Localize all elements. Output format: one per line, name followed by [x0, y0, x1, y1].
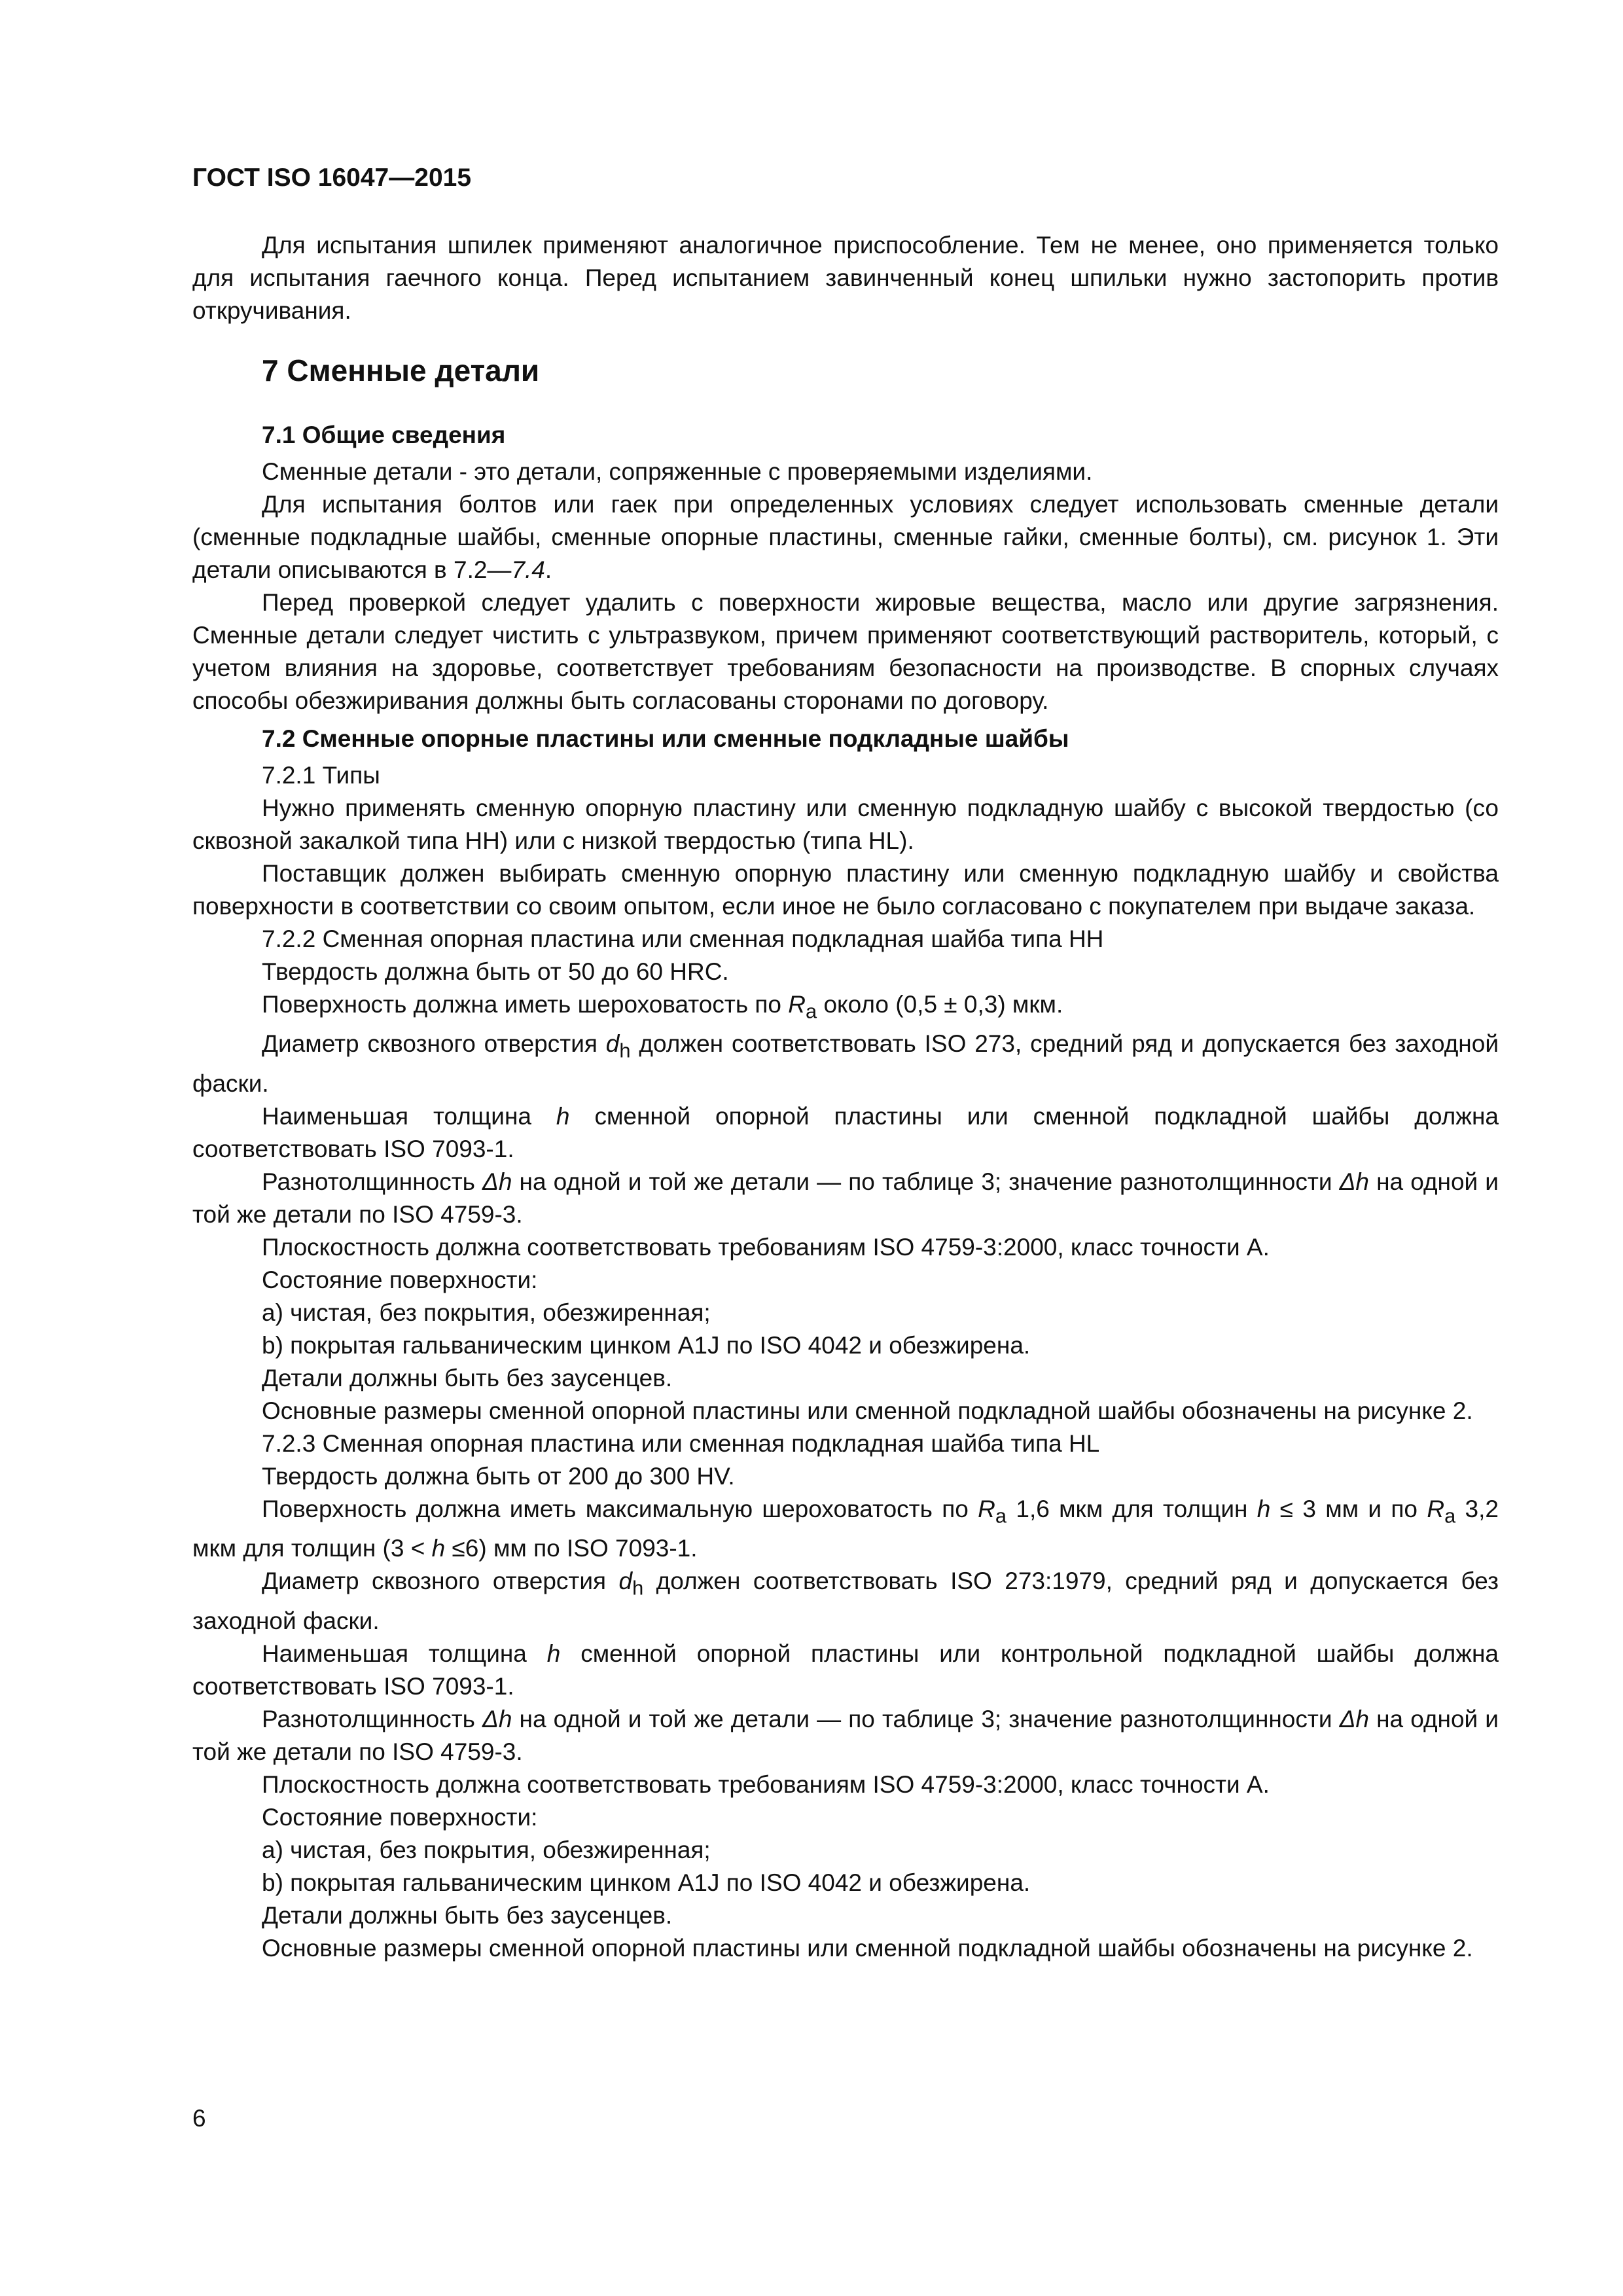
s71-paragraph-2: Для испытания болтов или гаек при определенных условиях следует использовать сменные детали (сменные подкладные шайбы, сменные опорные пластины, сменные гайки, сменные болты), см. рисунок 1. Эти детали описываются в 7.2—7.4.: [192, 491, 1499, 583]
s722-dimensions: Основные размеры сменной опорной пластины или сменной подкладной шайбы обозначены на рисунке 2.: [262, 1397, 1473, 1424]
s722-diameter: Диаметр сквозного отверстия $d_h$ должен соответствовать ISO 273, средний ряд и допускается без заходной фаски.: [192, 1030, 1499, 1097]
s723-roughness: Поверхность должна иметь максимальную шероховатость по $R_a$ 1,6 мкм для толщин h ≤ 3 мм и по $R_a$ 3,2 мкм для толщин (3 < h ≤6) мм по ISO 7093-1.: [192, 1495, 1499, 1562]
section-7-2-title: 7.2 Сменные опорные пластины или сменные подкладные шайбы: [262, 725, 1069, 752]
s722-surface: Состояние поверхности:: [262, 1266, 538, 1293]
s723-flatness: Плоскостность должна соответствовать требованиям ISO 4759-3:2000, класс точности A.: [262, 1770, 1270, 1798]
s723-hardness: Твердость должна быть от 200 до 300 HV.: [262, 1462, 735, 1490]
section-7-2-3-title: 7.2.3 Сменная опорная пластина или сменная подкладная шайба типа HL: [262, 1429, 1100, 1457]
s722-hardness: Твердость должна быть от 50 до 60 HRC.: [262, 958, 729, 985]
page-number: 6: [192, 2105, 206, 2132]
s723-surface-b: b) покрытая гальваническим цинком A1J по ISO 4042 и обезжирена.: [262, 1869, 1031, 1896]
s723-diameter: Диаметр сквозного отверстия $d_h$ должен соответствовать ISO 273:1979, средний ряд и допускается без заходной фаски.: [192, 1568, 1499, 1634]
s722-surface-a: a) чистая, без покрытия, обезжиренная;: [262, 1299, 711, 1326]
document-header-code: ГОСТ ISO 16047—2015: [192, 164, 472, 192]
intro-paragraph: Для испытания шпилек применяют аналогичное приспособление. Тем не менее, оно применяется только для испытания гаечного конца. Перед испытанием завинченный конец шпильки нужно застопорить против откручивания.: [192, 232, 1499, 324]
section-7-title: 7 Сменные детали: [262, 353, 540, 387]
s722-burr: Детали должны быть без заусенцев.: [262, 1364, 673, 1391]
page-content: [192, 229, 1499, 1965]
s71-paragraph-3: Перед проверкой следует удалить с поверхности жировые вещества, масло или другие загрязнения. Сменные детали следует чистить с ультразвуком, причем применяют соответствующий растворитель, который, с учетом влияния на здоровье, соответствует требованиям безопасности на производстве. В спорных случаях способы обезжиривания должны быть согласованы сторонами по договору.: [192, 589, 1499, 714]
s723-dimensions: Основные размеры сменной опорной пластины или сменной подкладной шайбы обозначены на рисунке 2.: [262, 1934, 1473, 1962]
s723-surface: Состояние поверхности:: [262, 1803, 538, 1831]
s723-surface-a: a) чистая, без покрытия, обезжиренная;: [262, 1836, 711, 1863]
s723-variation: Разнотолщинность Δh на одной и той же детали — по таблице 3; значение разнотолщинности Δh на одной и той же детали по ISO 4759-3.: [192, 1705, 1499, 1765]
s722-variation: Разнотолщинность Δh на одной и той же детали — по таблице 3; значение разнотолщинности Δh на одной и той же детали по ISO 4759-3.: [192, 1168, 1499, 1228]
section-7-2-2-title: 7.2.2 Сменная опорная пластина или сменная подкладная шайба типа HH: [262, 925, 1104, 952]
s71-paragraph-1: Сменные детали - это детали, сопряженные с проверяемыми изделиями.: [262, 458, 1093, 485]
section-ref: 7.4: [511, 556, 545, 583]
s723-thickness: Наименьшая толщина h сменной опорной пластины или контрольной подкладной шайбы должна соответствовать ISO 7093-1.: [192, 1640, 1499, 1700]
s722-flatness: Плоскостность должна соответствовать требованиям ISO 4759-3:2000, класс точности A.: [262, 1233, 1270, 1261]
s721-paragraph-1: Нужно применять сменную опорную пластину или сменную подкладную шайбу с высокой твердостью (со сквозной закалкой типа HH) или с низкой твердостью (типа HL).: [192, 795, 1499, 854]
s721-paragraph-2: Поставщик должен выбирать сменную опорную пластину или сменную подкладную шайбу и свойства поверхности в соответствии со своим опытом, если иное не было согласовано с покупателем при выдаче заказа.: [192, 860, 1499, 920]
section-7-1-title: 7.1 Общие сведения: [262, 422, 506, 448]
s723-burr: Детали должны быть без заусенцев.: [262, 1901, 673, 1929]
s722-thickness: Наименьшая толщина h сменной опорной пластины или сменной подкладной шайбы должна соответствовать ISO 7093-1.: [192, 1102, 1499, 1162]
section-7-2-1-title: 7.2.1 Типы: [262, 762, 380, 789]
s722-roughness: Поверхность должна иметь шероховатость по $R_a$ около (0,5 ± 0,3) мкм.: [262, 991, 1063, 1023]
s722-surface-b: b) покрытая гальваническим цинком A1J по ISO 4042 и обезжирена.: [262, 1331, 1031, 1359]
